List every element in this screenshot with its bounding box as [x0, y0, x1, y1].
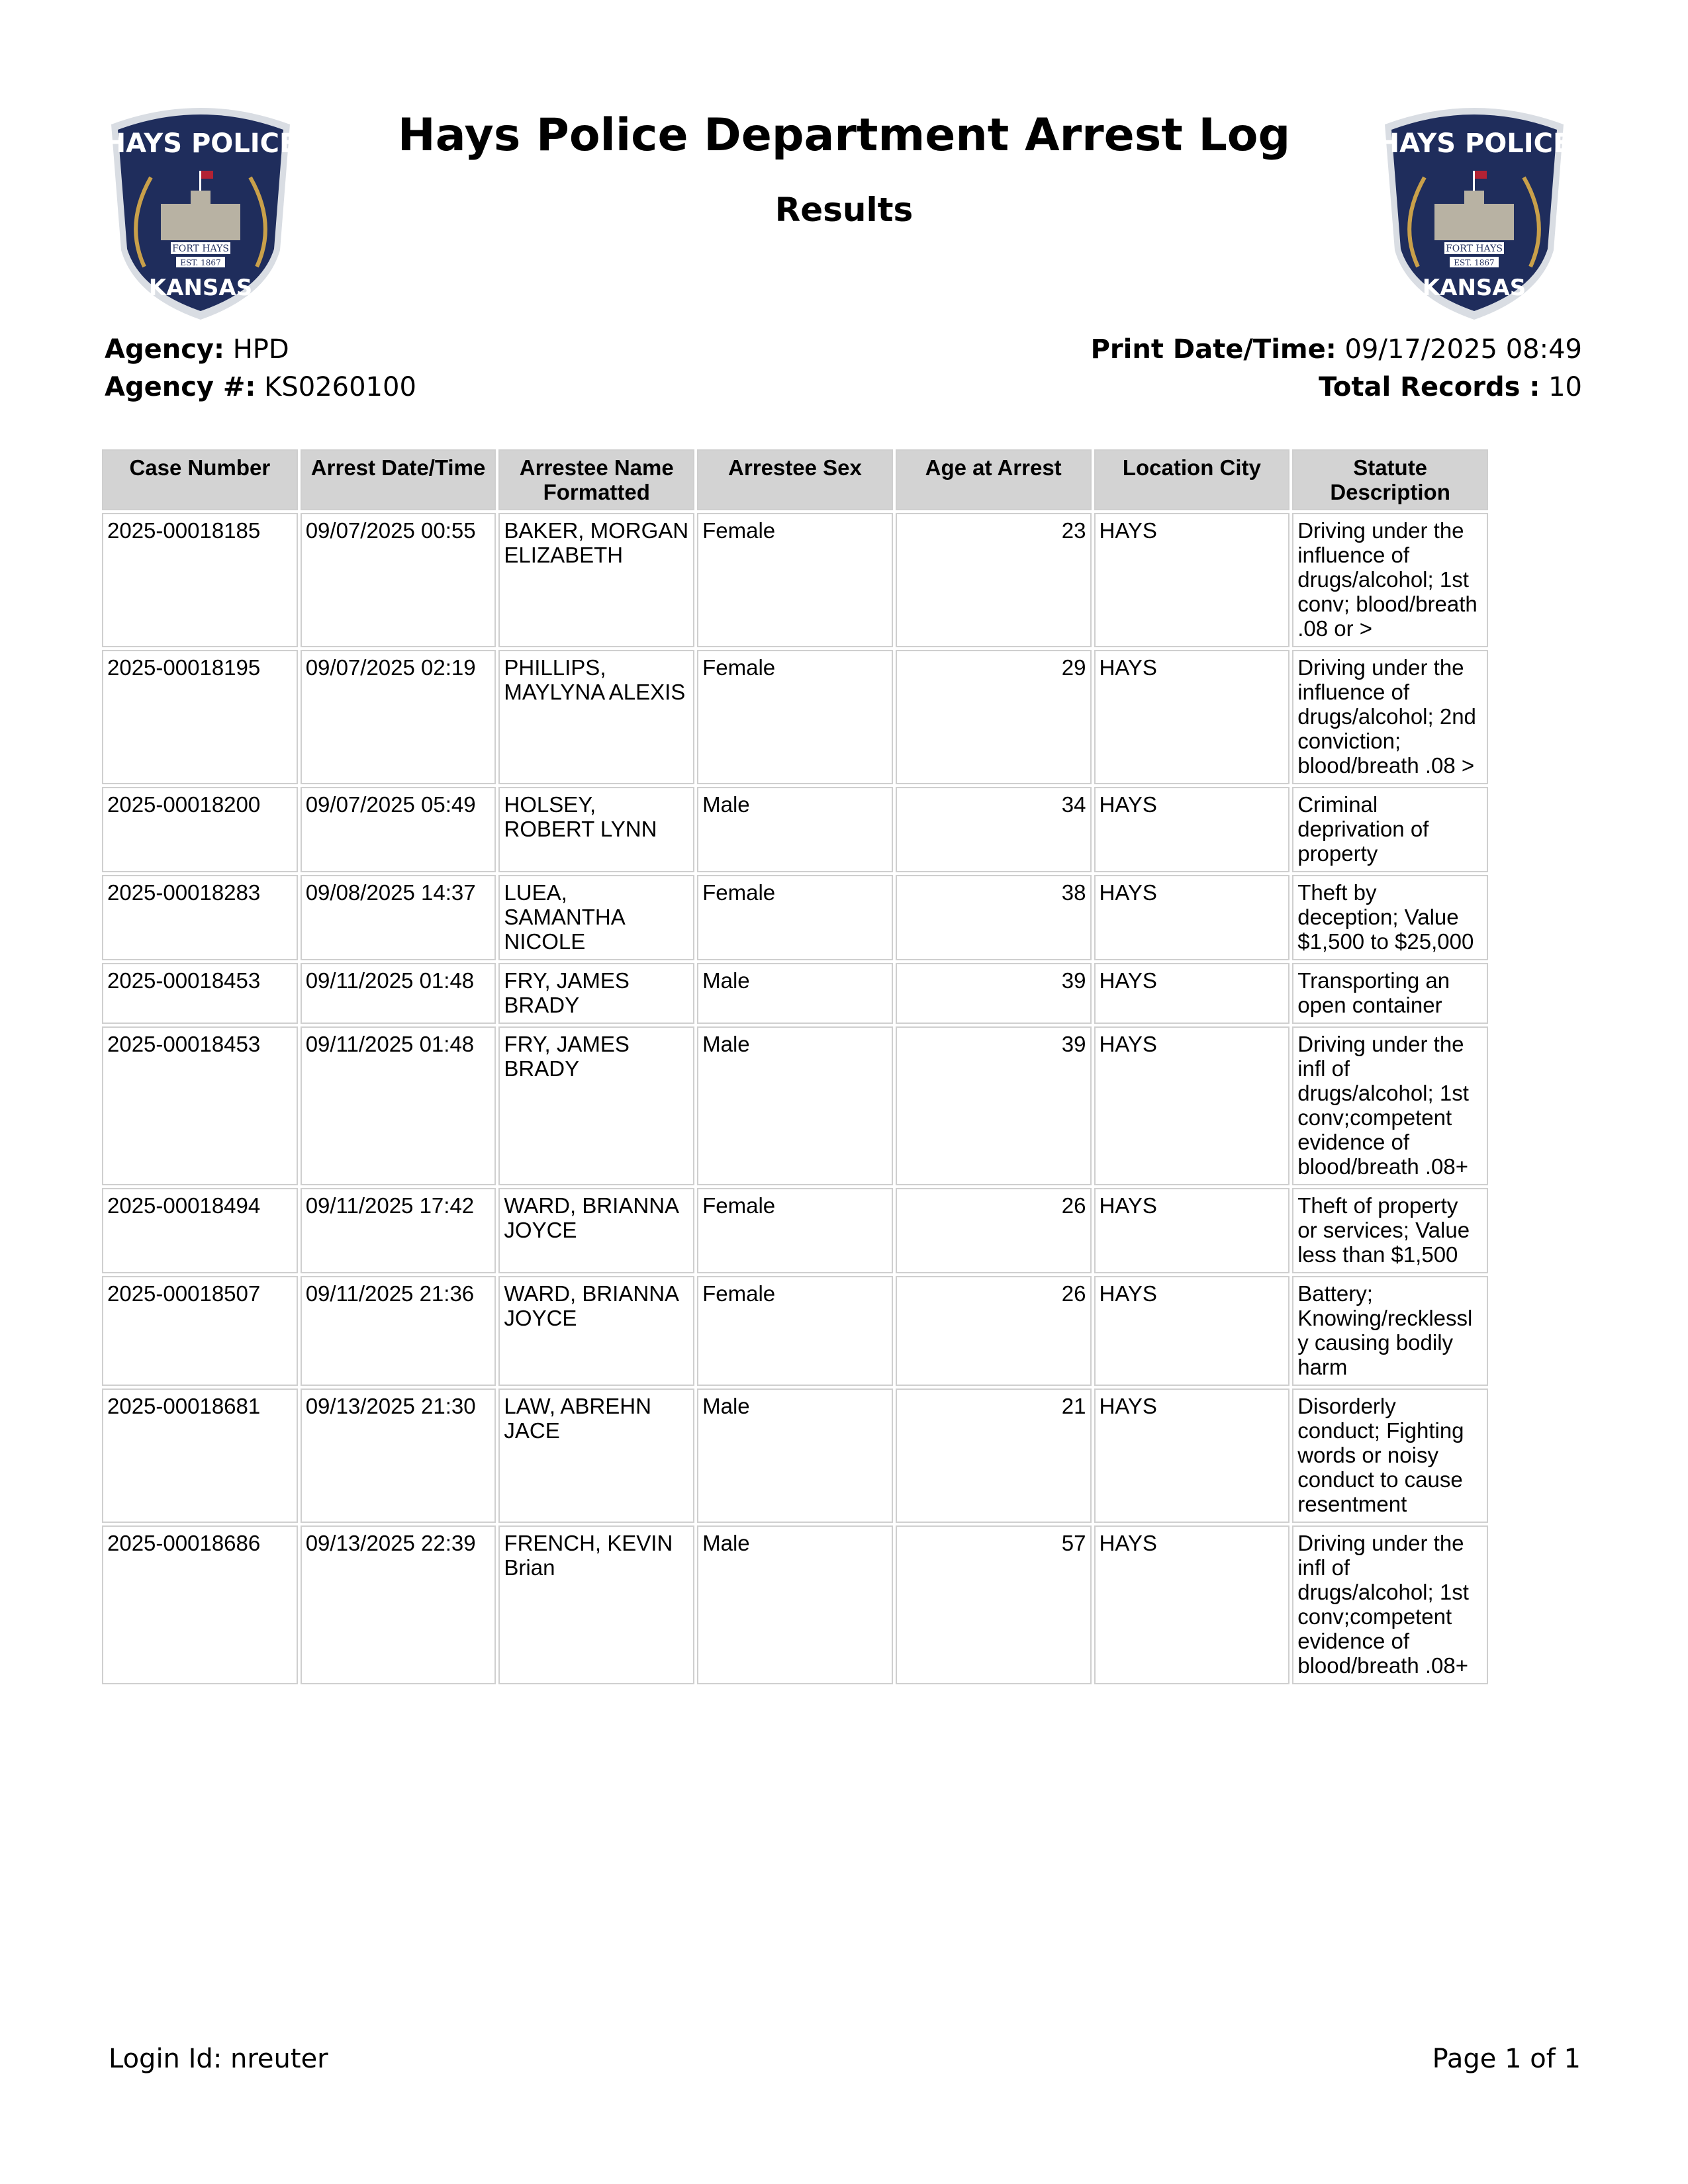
print-datetime-line — [1091, 331, 1582, 369]
statute-description-cell: Driving under the influence of drugs/alcohol; 1st conv; blood/breath .08 or > — [1292, 513, 1488, 647]
table-row — [102, 875, 1488, 960]
age-cell: 21 — [896, 1388, 1092, 1523]
table-row — [102, 963, 1488, 1024]
arrestee-name-cell: WARD, BRIANNA JOYCE — [498, 1188, 694, 1273]
case-number-cell: 2025-00018453 — [102, 963, 298, 1024]
arrest-datetime-cell: 09/11/2025 17:42 — [301, 1188, 496, 1273]
arrestee-name-cell: LAW, ABREHN JACE — [498, 1388, 694, 1523]
age-cell: 26 — [896, 1188, 1092, 1273]
statute-description-cell: Driving under the influence of drugs/alcohol; 2nd conviction; blood/breath .08 > — [1292, 650, 1488, 784]
page-subtitle: Results — [774, 191, 914, 229]
arrestee-sex-cell: Male — [697, 787, 893, 872]
arrestee-sex-cell: Male — [697, 1026, 893, 1185]
case-number-cell: 2025-00018200 — [102, 787, 298, 872]
agency-number-line — [105, 369, 416, 406]
total-records-line — [1091, 369, 1582, 406]
location-city-cell: HAYS — [1094, 1388, 1290, 1523]
arrestee-sex-cell: Male — [697, 1525, 893, 1684]
case-number-cell: 2025-00018185 — [102, 513, 298, 647]
column-header: Arrest Date/Time — [301, 449, 496, 510]
table-row — [102, 1188, 1488, 1273]
location-city-cell: HAYS — [1094, 513, 1290, 647]
arrest-datetime-cell: 09/07/2025 00:55 — [301, 513, 496, 647]
column-header: Location City — [1094, 449, 1290, 510]
location-city-cell: HAYS — [1094, 1525, 1290, 1684]
table-row — [102, 650, 1488, 784]
agency-number-label: Agency #: — [105, 372, 256, 402]
arrestee-name-cell: LUEA, SAMANTHA NICOLE — [498, 875, 694, 960]
table-row — [102, 1388, 1488, 1523]
total-records-value: 10 — [1548, 372, 1582, 402]
arrestee-sex-cell: Male — [697, 963, 893, 1024]
print-info — [1091, 331, 1582, 406]
statute-description-cell: Battery; Knowing/recklessly causing bodily harm — [1292, 1276, 1488, 1386]
statute-description-cell: Theft of property or services; Value less than $1,500 — [1292, 1188, 1488, 1273]
arrest-datetime-cell: 09/13/2025 22:39 — [301, 1525, 496, 1684]
arrest-datetime-cell: 09/08/2025 14:37 — [301, 875, 496, 960]
agency-line — [105, 331, 416, 369]
agency-info — [105, 331, 416, 406]
statute-description-cell: Driving under the infl of drugs/alcohol; 1st conv;competent evidence of blood/breath .08+ — [1292, 1026, 1488, 1185]
page-number: Page 1 of 1 — [1432, 2044, 1581, 2074]
column-header: Arrestee Sex — [697, 449, 893, 510]
arrest-datetime-cell: 09/11/2025 01:48 — [301, 1026, 496, 1185]
arrest-datetime-cell: 09/07/2025 05:49 — [301, 787, 496, 872]
case-number-cell: 2025-00018686 — [102, 1525, 298, 1684]
location-city-cell: HAYS — [1094, 787, 1290, 872]
column-header: Statute Description — [1292, 449, 1488, 510]
table-row — [102, 1525, 1488, 1684]
column-header: Case Number — [102, 449, 298, 510]
age-cell: 38 — [896, 875, 1092, 960]
table-row — [102, 513, 1488, 647]
arrest-datetime-cell: 09/13/2025 21:30 — [301, 1388, 496, 1523]
svg-text:FORT HAYS: FORT HAYS — [1446, 244, 1503, 254]
svg-text:HAYS POLICE: HAYS POLICE — [1377, 128, 1571, 159]
location-city-cell: HAYS — [1094, 650, 1290, 784]
arrestee-name-cell: HOLSEY, ROBERT LYNN — [498, 787, 694, 872]
table-row — [102, 787, 1488, 872]
statute-description-cell: Disorderly conduct; Fighting words or noisy conduct to cause resentment — [1292, 1388, 1488, 1523]
svg-text:EST. 1867: EST. 1867 — [180, 258, 221, 267]
case-number-cell: 2025-00018494 — [102, 1188, 298, 1273]
login-id: Login Id: nreuter — [109, 2044, 328, 2074]
arrestee-sex-cell: Female — [697, 1188, 893, 1273]
column-header: Age at Arrest — [896, 449, 1092, 510]
location-city-cell: HAYS — [1094, 875, 1290, 960]
svg-text:EST. 1867: EST. 1867 — [1454, 258, 1495, 267]
table-header-row — [102, 449, 1488, 510]
arrestee-name-cell: PHILLIPS, MAYLYNA ALEXIS — [498, 650, 694, 784]
location-city-cell: HAYS — [1094, 1276, 1290, 1386]
table-row — [102, 1026, 1488, 1185]
arrestee-name-cell: FRY, JAMES BRADY — [498, 1026, 694, 1185]
location-city-cell: HAYS — [1094, 1026, 1290, 1185]
svg-text:FORT HAYS: FORT HAYS — [172, 244, 229, 254]
case-number-cell: 2025-00018453 — [102, 1026, 298, 1185]
case-number-cell: 2025-00018195 — [102, 650, 298, 784]
age-cell: 39 — [896, 963, 1092, 1024]
agency-value: HPD — [232, 334, 289, 365]
agency-number-value: KS0260100 — [264, 372, 416, 402]
case-number-cell: 2025-00018681 — [102, 1388, 298, 1523]
svg-text:KANSAS: KANSAS — [1422, 275, 1526, 301]
column-header: Arrestee Name Formatted — [498, 449, 694, 510]
arrestee-name-cell: WARD, BRIANNA JOYCE — [498, 1276, 694, 1386]
age-cell: 57 — [896, 1525, 1092, 1684]
print-datetime-value: 09/17/2025 08:49 — [1344, 334, 1582, 365]
case-number-cell: 2025-00018507 — [102, 1276, 298, 1386]
age-cell: 26 — [896, 1276, 1092, 1386]
arrestee-name-cell: FRENCH, KEVIN Brian — [498, 1525, 694, 1684]
table-row — [102, 1276, 1488, 1386]
arrest-datetime-cell: 09/11/2025 01:48 — [301, 963, 496, 1024]
svg-text:HAYS POLICE: HAYS POLICE — [103, 128, 298, 159]
arrestee-name-cell: FRY, JAMES BRADY — [498, 963, 694, 1024]
arrestee-sex-cell: Female — [697, 513, 893, 647]
svg-text:KANSAS: KANSAS — [148, 275, 253, 301]
page-title: Hays Police Department Arrest Log — [397, 109, 1291, 161]
age-cell: 39 — [896, 1026, 1092, 1185]
statute-description-cell: Transporting an open container — [1292, 963, 1488, 1024]
arrestee-sex-cell: Female — [697, 1276, 893, 1386]
statute-description-cell: Driving under the infl of drugs/alcohol; 1st conv;competent evidence of blood/breath .08+ — [1292, 1525, 1488, 1684]
agency-label: Agency: — [105, 334, 224, 365]
total-records-label: Total Records : — [1318, 372, 1540, 402]
age-cell: 29 — [896, 650, 1092, 784]
statute-description-cell: Theft by deception; Value $1,500 to $25,000 — [1292, 875, 1488, 960]
arrest-datetime-cell: 09/11/2025 21:36 — [301, 1276, 496, 1386]
arrestee-sex-cell: Female — [697, 650, 893, 784]
case-number-cell: 2025-00018283 — [102, 875, 298, 960]
location-city-cell: HAYS — [1094, 963, 1290, 1024]
location-city-cell: HAYS — [1094, 1188, 1290, 1273]
arrestee-sex-cell: Female — [697, 875, 893, 960]
arrest-datetime-cell: 09/07/2025 02:19 — [301, 650, 496, 784]
arrestee-sex-cell: Male — [697, 1388, 893, 1523]
age-cell: 34 — [896, 787, 1092, 872]
statute-description-cell: Criminal deprivation of property — [1292, 787, 1488, 872]
print-datetime-label: Print Date/Time: — [1090, 334, 1336, 365]
arrestee-name-cell: BAKER, MORGAN ELIZABETH — [498, 513, 694, 647]
age-cell: 23 — [896, 513, 1092, 647]
arrest-log-table — [99, 447, 1491, 1687]
